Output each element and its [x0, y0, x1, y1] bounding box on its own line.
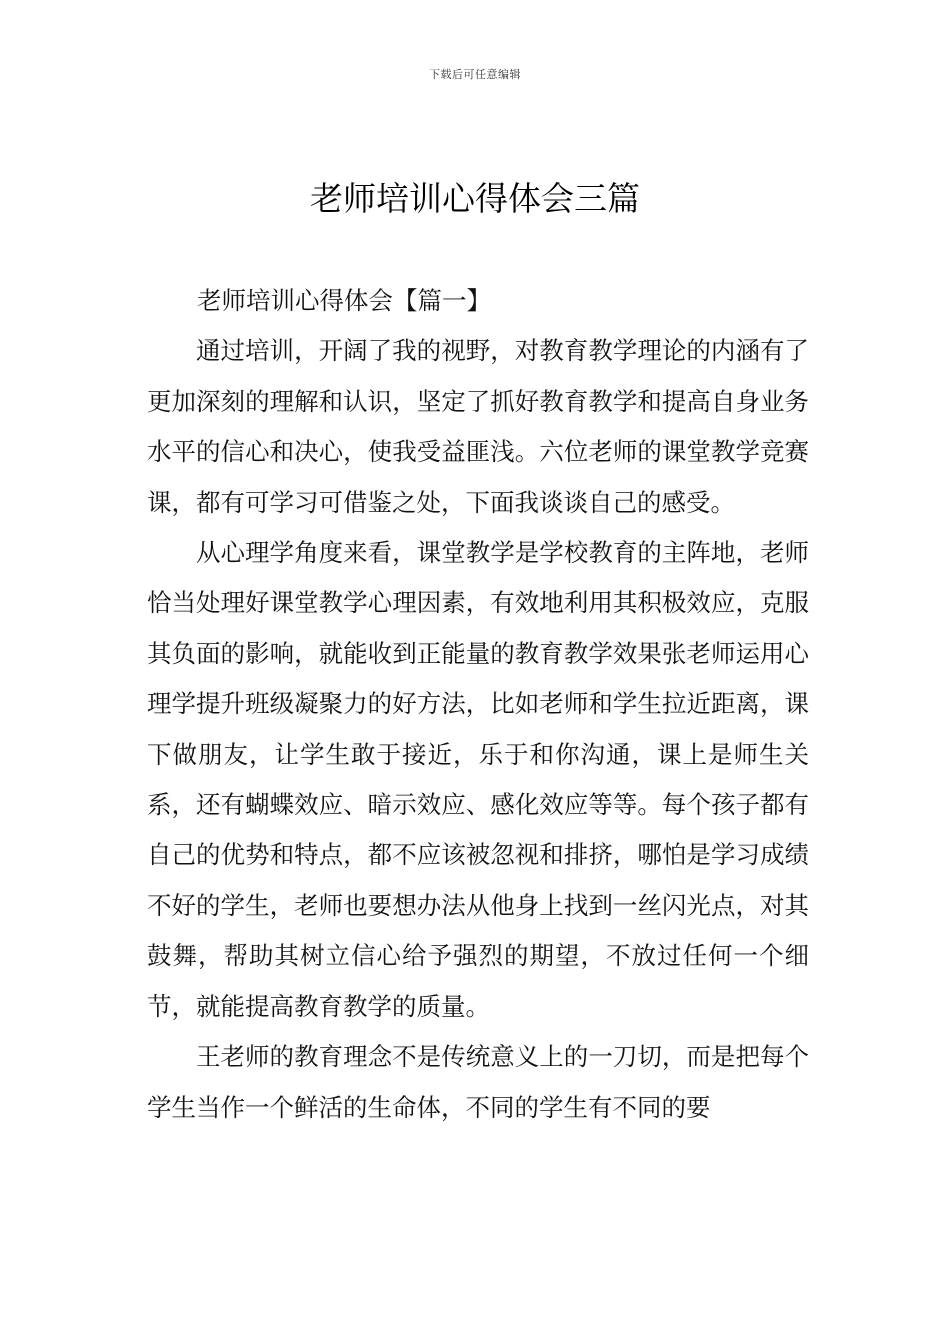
- document-body: [147, 276, 809, 1133]
- section-heading: 老师培训心得体会【篇一】: [197, 286, 491, 315]
- document-title: 老师培训心得体会三篇: [310, 179, 640, 218]
- paragraph-3: 王老师的教育理念不是传统意义上的一刀切，而是把每个学生当作一个鲜活的生命体，不同的学生有不同的要: [147, 1042, 809, 1122]
- paragraph-2: 从心理学角度来看，课堂教学是学校教育的主阵地，老师恰当处理好课堂教学心理因素，有效地利用其积极效应，克服其负面的影响，就能收到正能量的教育教学效果张老师运用心理学提升班级凝聚力的好方法，比如老师和学生拉近距离，课下做朋友，让学生敢于接近，乐于和你沟通，课上是师生关系，还有蝴蝶效应、暗示效应、感化效应等等。每个孩子都有自己的优势和特点，都不应该被忽视和排挤，哪怕是学习成绩不好的学生，老师也要想办法从他身上找到一丝闪光点，对其鼓舞，帮助其树立信心给予强烈的期望，不放过任何一个细节，就能提高教育教学的质量。: [147, 538, 809, 1021]
- header-note: 下载后可任意编辑: [429, 68, 521, 81]
- paragraph-1: 通过培训，开阔了我的视野，对教育教学理论的内涵有了更加深刻的理解和认识，坚定了抓好教育教学和提高自身业务水平的信心和决心，使我受益匪浅。六位老师的课堂教学竞赛课，都有可学习可借鉴之处，下面我谈谈自己的感受。: [147, 336, 809, 517]
